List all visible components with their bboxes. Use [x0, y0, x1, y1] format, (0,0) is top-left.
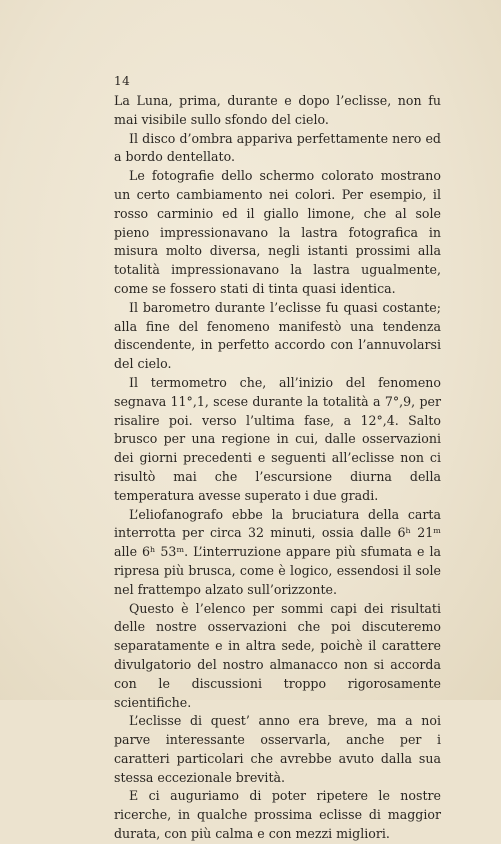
- paragraph-photographs: Le fotografie dello schermo colorato mostrano un certo cambiamento nei colori. Per esempio, il rosso carminio ed il giallo limone, che al sole pieno impressionavano la lastra fotografica in misura molto diversa, negli istanti prossimi alla totalità impressionavano la lastra ugualmente, come se fossero stati di tinta quasi identica.: [114, 168, 441, 296]
- paragraph-thermometer: Il termometro che, all’inizio del fenomeno segnava 11°,1, scese durante la totalità a 7°,9, per risalire poi. verso l’ultima fase, a 12°,4. Salto brusco per una regione in cui, dalle osservazioni dei giorni precedenti e seguenti all’eclisse non ci risultò mai che l’escursione diurna della temperatura avesse superato i due gradi.: [114, 374, 441, 503]
- paragraph-moon-visibility: La Luna, prima, durante e dopo l’eclisse, non fu mai visibile sullo sfondo del cielo.: [114, 93, 441, 127]
- paragraph-shadow-disk: Il disco d’ombra appariva perfettamente nero ed a bordo dentellato.: [114, 130, 441, 165]
- body-text: [114, 92, 441, 844]
- paragraph-brief-eclipse: L’eclisse di quest’ anno era breve, ma a noi parve interessante osservarla, anche per i caratteri particolari che avrebbe avuto dalla sua stessa eccezionale brevità.: [114, 713, 441, 785]
- page-number: 14: [114, 74, 131, 88]
- paragraph-future-research: E ci auguriamo di poter ripetere le nostre ricerche, in qualche prossima eclisse di maggior durata, con più calma e con mezzi migliori.: [114, 788, 441, 842]
- paragraph-summary: Questo è l’elenco per sommi capi dei risultati delle nostre osservazioni che poi discuteremo separatamente e in altra sede, poichè il carattere divulgatorio del nostro almanacco non si accorda con le discussioni troppo rigorosamente scientifiche.: [114, 600, 441, 710]
- paragraph-heliograph: L’eliofanografo ebbe la bruciatura della carta interrotta per circa 32 minuti, ossia dalle 6ʰ 21ᵐ alle 6ʰ 53ᵐ. L’interruzione appare più sfumata e la ripresa più brusca, come è logico, essendosi il sole nel frattempo alzato sull’orizzonte.: [114, 506, 441, 597]
- paragraph-barometer: Il barometro durante l’eclisse fu quasi costante; alla fine del fenomeno manifestò una tendenza discendente, in perfetto accordo con l’annuvolarsi del cielo.: [114, 299, 441, 372]
